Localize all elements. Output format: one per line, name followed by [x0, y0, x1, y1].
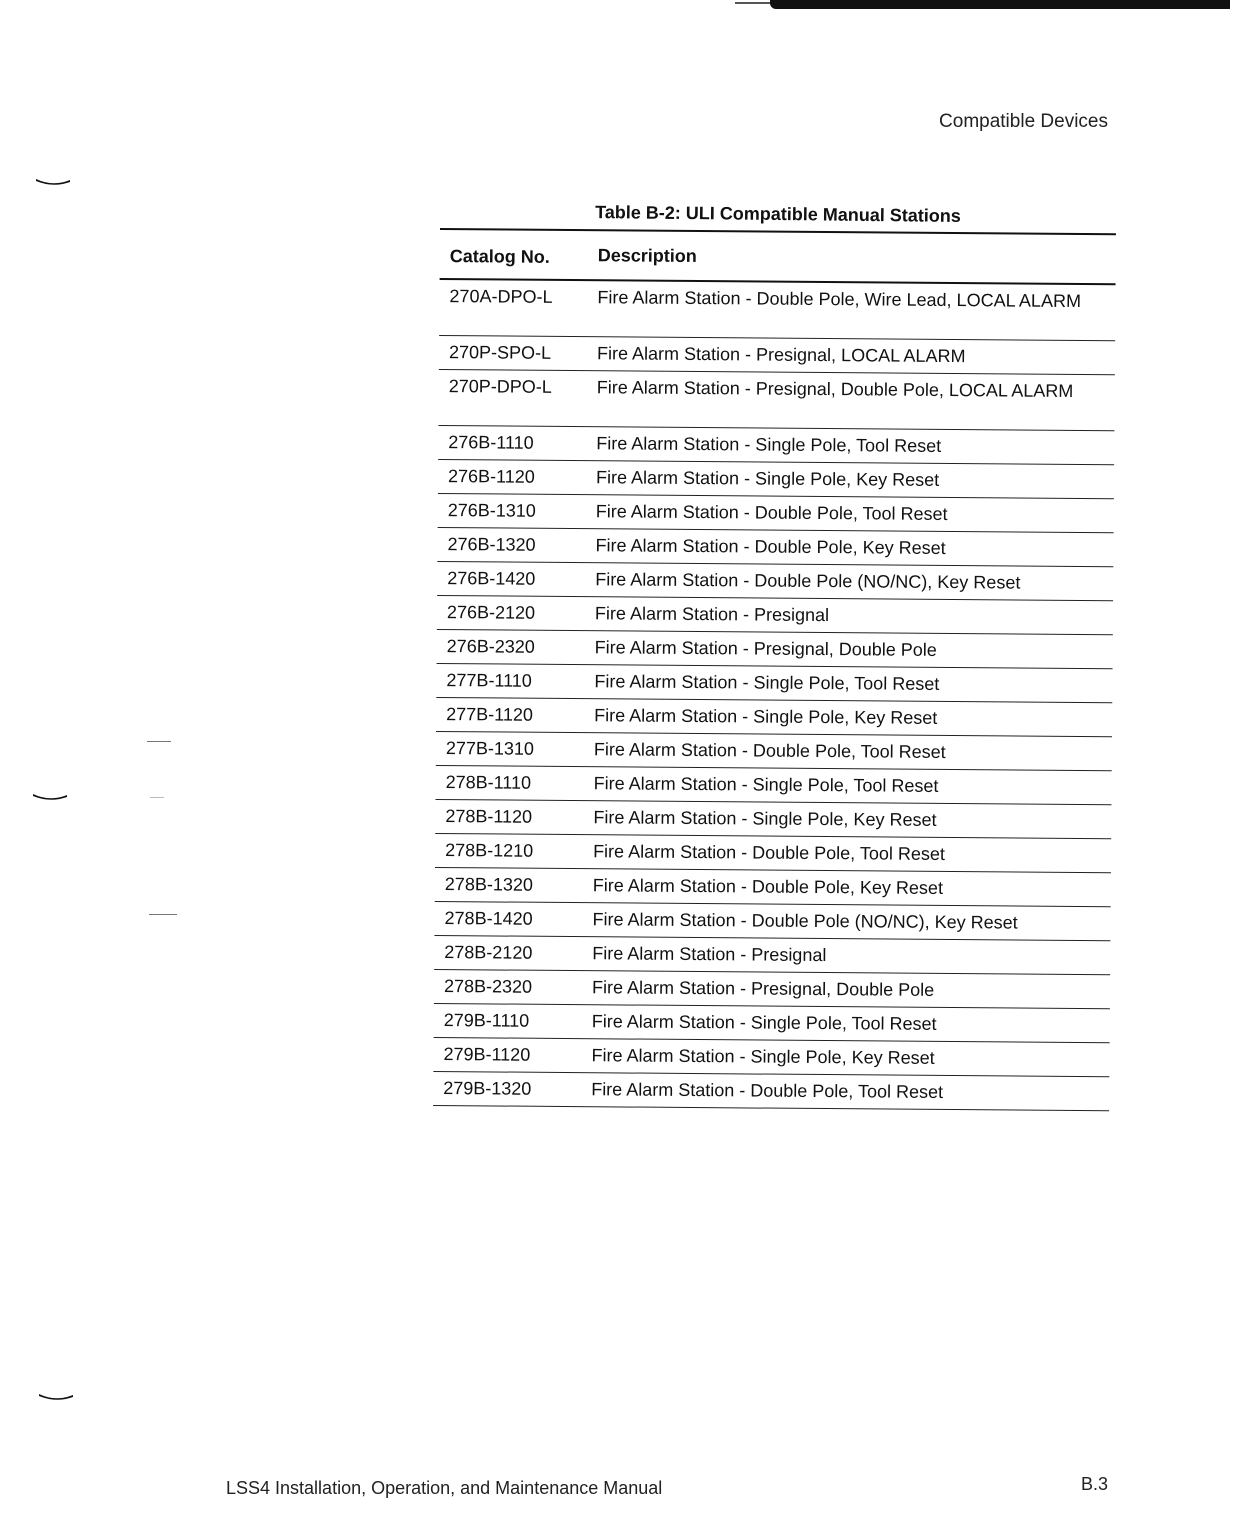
catalog-number: 279B-1120 [443, 1044, 531, 1065]
catalog-number: 277B-1110 [446, 670, 532, 691]
catalog-number: 279B-1110 [443, 1010, 530, 1031]
table-row [437, 528, 1113, 567]
table-row [435, 800, 1111, 839]
table-row [434, 1004, 1110, 1043]
table-row [436, 732, 1112, 771]
catalog-number: 278B-1420 [444, 908, 533, 929]
table-row [436, 664, 1112, 703]
device-description: Fire Alarm Station - Presignal, Double Pole, LOCAL ALARM [596, 377, 1074, 401]
device-description: Fire Alarm Station - Double Pole, Key Reset [595, 535, 946, 558]
device-description: Fire Alarm Station - Single Pole, Tool Reset [593, 773, 939, 796]
catalog-number: 276B-1310 [447, 500, 536, 521]
device-description: Fire Alarm Station - Single Pole, Key Reset [591, 1045, 935, 1068]
table-row [435, 868, 1111, 907]
scan-edge-line-thin [735, 2, 775, 4]
scan-dash-mark [150, 797, 164, 798]
table-row [434, 902, 1110, 941]
device-description: Fire Alarm Station - Presignal [592, 943, 827, 966]
device-description: Fire Alarm Station - Presignal, Double Pole [591, 977, 935, 1000]
catalog-number: 278B-1210 [445, 840, 534, 861]
table-row [439, 280, 1115, 341]
catalog-number: 270P-SPO-L [448, 342, 552, 363]
table-row [437, 630, 1113, 669]
table-row [434, 936, 1110, 975]
catalog-number: 276B-2320 [446, 636, 535, 657]
device-description: Fire Alarm Station - Double Pole, Tool Reset [595, 501, 948, 524]
footer-manual-title: LSS4 Installation, Operation, and Maintenance Manual [226, 1478, 663, 1498]
device-description: Fire Alarm Station - Double Pole (NO/NC), Key Reset [592, 909, 1018, 933]
catalog-number: 278B-1320 [444, 874, 534, 895]
scan-dash-mark [149, 914, 177, 915]
device-description: Fire Alarm Station - Double Pole (NO/NC), Key Reset [595, 569, 1021, 593]
device-description: Fire Alarm Station - Single Pole, Key Reset [593, 807, 937, 830]
table-row [436, 698, 1112, 737]
catalog-number: 276B-1320 [447, 534, 536, 555]
catalog-number: 278B-2120 [444, 942, 533, 963]
catalog-number: 279B-1320 [443, 1078, 532, 1099]
catalog-number: 278B-2320 [443, 976, 533, 997]
table-row [438, 426, 1114, 465]
binding-hole-mark-icon [36, 178, 70, 186]
table-header-row [440, 230, 1116, 285]
header-catalog: Catalog No. [449, 245, 550, 267]
compatible-stations-table [433, 228, 1116, 1111]
device-description: Fire Alarm Station - Single Pole, Key Reset [594, 705, 938, 728]
binding-hole-mark-icon [33, 793, 67, 801]
catalog-number: 276B-1420 [447, 568, 536, 589]
scan-edge-bar [770, 0, 1230, 9]
device-description: Fire Alarm Station - Double Pole, Tool Reset [593, 739, 946, 762]
table-row [438, 370, 1114, 431]
table-row [438, 494, 1114, 533]
table-caption: Table B-2: ULI Compatible Manual Stations [595, 202, 961, 226]
device-description: Fire Alarm Station - Double Pole, Tool Reset [593, 841, 946, 864]
device-description: Fire Alarm Station - Presignal, LOCAL ALARM [596, 343, 966, 367]
catalog-number: 276B-1110 [448, 432, 534, 453]
catalog-number: 277B-1120 [446, 704, 534, 725]
table-body [433, 280, 1115, 1111]
catalog-number: 276B-2120 [446, 602, 536, 623]
device-description: Fire Alarm Station - Double Pole, Tool Reset [591, 1079, 944, 1102]
footer-page-number: B.3 [1081, 1474, 1109, 1494]
catalog-number: 270P-DPO-L [448, 376, 552, 397]
table-row [437, 562, 1113, 601]
table-row [436, 766, 1112, 805]
binding-hole-mark-icon [39, 1393, 73, 1401]
device-description: Fire Alarm Station - Double Pole, Wire Lead, LOCAL ALARM [597, 287, 1082, 312]
device-description: Fire Alarm Station - Presignal, Double Pole [594, 637, 937, 660]
header-description: Description [597, 245, 697, 267]
table-row [433, 1072, 1109, 1111]
device-description: Fire Alarm Station - Single Pole, Tool Reset [596, 433, 942, 456]
table-row [437, 596, 1113, 635]
catalog-number: 270A-DPO-L [449, 286, 553, 307]
scan-dash-mark [147, 741, 171, 742]
device-description: Fire Alarm Station - Single Pole, Tool Reset [591, 1011, 937, 1034]
running-head: Compatible Devices [939, 111, 1108, 132]
device-description: Fire Alarm Station - Single Pole, Key Reset [595, 467, 940, 490]
table-row [439, 336, 1115, 375]
catalog-number: 277B-1310 [445, 738, 535, 759]
device-description: Fire Alarm Station - Presignal [594, 603, 830, 626]
table-row [435, 834, 1111, 873]
table-row [434, 970, 1110, 1009]
catalog-number: 278B-1120 [445, 806, 533, 827]
device-description: Fire Alarm Station - Single Pole, Tool Reset [594, 671, 940, 694]
table-row [433, 1038, 1109, 1077]
device-description: Fire Alarm Station - Double Pole, Key Reset [592, 875, 944, 898]
catalog-number: 278B-1110 [445, 772, 532, 793]
table-row [438, 460, 1114, 499]
catalog-number: 276B-1120 [447, 466, 535, 487]
